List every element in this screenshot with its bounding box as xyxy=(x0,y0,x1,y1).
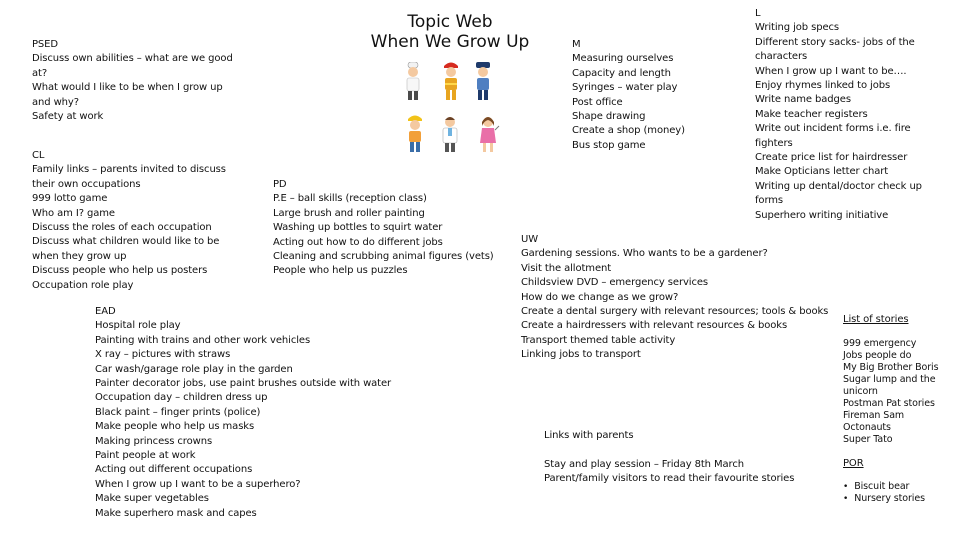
literacy-line: Writing job specs xyxy=(755,22,840,34)
literacy-heading: L xyxy=(755,8,761,19)
cl-line: Family links – parents invited to discuss xyxy=(32,164,226,176)
ead-line: Making princess crowns xyxy=(95,435,213,447)
parents-line: Parent/family visitors to read their favourite stories xyxy=(544,473,795,485)
cl-line: Discuss the roles of each occupation xyxy=(32,222,212,234)
ead-line: Car wash/garage role play in the garden xyxy=(95,363,293,375)
ead-line: Painting with trains and other work vehicles xyxy=(95,334,311,346)
literacy-line: When I grow up I want to be…. xyxy=(755,65,907,77)
pd-line: P.E – ball skills (reception class) xyxy=(273,193,427,205)
chef-figure-icon xyxy=(402,62,424,102)
psed-line: What would I like to be when I grow up xyxy=(32,82,223,94)
literacy-line: Create price list for hairdresser xyxy=(755,152,908,164)
uw-line: Gardening sessions. Who wants to be a gardener? xyxy=(521,248,768,260)
maths-line: Create a shop (money) xyxy=(572,125,685,137)
literacy-line: characters xyxy=(755,51,808,63)
por-item xyxy=(843,493,925,505)
cl-line: 999 lotto game xyxy=(32,193,108,205)
story-item: Octonauts xyxy=(843,422,891,433)
bullet-icon: • xyxy=(843,494,849,504)
ead-line: X ray – pictures with straws xyxy=(95,349,231,361)
parents-heading: Links with parents xyxy=(544,430,634,441)
psed-heading: PSED xyxy=(32,39,58,50)
ead-section xyxy=(95,305,391,521)
cl-line: when they grow up xyxy=(32,250,127,262)
cl-line: Discuss what children would like to be xyxy=(32,236,220,248)
pd-heading: PD xyxy=(273,179,287,190)
ead-line: Acting out different occupations xyxy=(95,464,253,476)
ead-line: Make super vegetables xyxy=(95,493,209,505)
maths-line: Bus stop game xyxy=(572,139,646,151)
psed-line: and why? xyxy=(32,96,79,108)
ead-line: Paint people at work xyxy=(95,450,196,462)
stories-heading: List of stories xyxy=(843,314,909,325)
literacy-line: forms xyxy=(755,195,784,207)
story-item: 999 emergency xyxy=(843,338,917,349)
por-list xyxy=(843,481,925,505)
stories-list xyxy=(843,338,938,446)
literacy-line: Make teacher registers xyxy=(755,108,868,120)
literacy-line: Enjoy rhymes linked to jobs xyxy=(755,80,891,92)
uw-line: Childsview DVD – emergency services xyxy=(521,277,709,289)
por-item-label: Biscuit bear xyxy=(854,481,910,492)
psed-line: at? xyxy=(32,67,48,79)
maths-line: Shape drawing xyxy=(572,111,646,123)
ead-line: Painter decorator jobs, use paint brushes outside with water xyxy=(95,378,392,390)
story-item: Jobs people do xyxy=(843,350,912,361)
ead-line: Make superhero mask and capes xyxy=(95,507,257,519)
police-officer-figure-icon xyxy=(472,60,494,102)
uw-line: How do we change as we grow? xyxy=(521,291,679,303)
pd-section xyxy=(273,178,494,279)
uw-line: Linking jobs to transport xyxy=(521,349,641,361)
por-item xyxy=(843,481,925,493)
story-item: Fireman Sam xyxy=(843,410,905,421)
uw-line: Visit the allotment xyxy=(521,262,612,274)
page-title xyxy=(360,12,540,52)
maths-line: Syringes – water play xyxy=(572,82,678,94)
cl-line: Discuss people who help us posters xyxy=(32,265,208,277)
hairdresser-figure-icon xyxy=(476,112,500,154)
bullet-icon: • xyxy=(843,482,849,492)
story-item: My Big Brother Boris xyxy=(843,362,939,373)
ead-line: Occupation day – children dress up xyxy=(95,392,268,404)
uw-heading: UW xyxy=(521,234,539,245)
literacy-line: Superhero writing initiative xyxy=(755,209,889,221)
ead-line: Black paint – finger prints (police) xyxy=(95,406,261,418)
pd-line: Cleaning and scrubbing animal figures (vets) xyxy=(273,251,494,263)
builder-figure-icon xyxy=(404,112,426,154)
psed-line: Safety at work xyxy=(32,111,104,123)
maths-section xyxy=(572,38,685,153)
literacy-line: fighters xyxy=(755,137,793,149)
maths-line: Capacity and length xyxy=(572,67,671,79)
psed-line: Discuss own abilities – what are we good xyxy=(32,53,233,65)
story-item: Sugar lump and the xyxy=(843,374,936,385)
cl-line: Occupation role play xyxy=(32,279,134,291)
ead-line: Hospital role play xyxy=(95,320,181,332)
parents-section xyxy=(544,458,794,487)
literacy-line: Writing up dental/doctor check up xyxy=(755,180,922,192)
literacy-line: Write out incident forms i.e. fire xyxy=(755,123,911,135)
doctor-figure-icon xyxy=(438,112,462,154)
psed-section xyxy=(32,38,233,124)
pd-line: Acting out how to do different jobs xyxy=(273,236,443,248)
por-heading: POR xyxy=(843,458,864,469)
story-item: Super Tato xyxy=(843,434,893,445)
maths-heading: M xyxy=(572,39,581,50)
people-illustration xyxy=(398,58,502,158)
maths-line: Post office xyxy=(572,96,623,108)
pd-line: People who help us puzzles xyxy=(273,265,408,277)
uw-line: Create a hairdressers with relevant resources & books xyxy=(521,320,788,332)
firefighter-figure-icon xyxy=(440,60,462,102)
literacy-line: Make Opticians letter chart xyxy=(755,166,889,178)
por-item-label: Nursery stories xyxy=(854,493,925,504)
story-item: unicorn xyxy=(843,386,878,397)
literacy-section xyxy=(755,7,922,223)
ead-line: When I grow up I want to be a superhero? xyxy=(95,478,301,490)
literacy-line: Write name badges xyxy=(755,94,851,106)
uw-line: Create a dental surgery with relevant resources; tools & books xyxy=(521,306,829,318)
cl-line: their own occupations xyxy=(32,178,141,190)
literacy-line: Different story sacks- jobs of the xyxy=(755,36,915,48)
uw-section xyxy=(521,233,828,363)
uw-line: Transport themed table activity xyxy=(521,334,676,346)
cl-line: Who am I? game xyxy=(32,207,115,219)
title-line-1: Topic Web xyxy=(407,12,493,32)
title-line-2: When We Grow Up xyxy=(370,32,530,52)
pd-line: Large brush and roller painting xyxy=(273,207,425,219)
cl-section xyxy=(32,149,226,293)
ead-line: Make people who help us masks xyxy=(95,421,255,433)
story-item: Postman Pat stories xyxy=(843,398,935,409)
pd-line: Washing up bottles to squirt water xyxy=(273,222,443,234)
ead-heading: EAD xyxy=(95,306,116,317)
maths-line: Measuring ourselves xyxy=(572,53,674,65)
parents-line: Stay and play session – Friday 8th March xyxy=(544,459,744,470)
cl-heading: CL xyxy=(32,150,45,161)
